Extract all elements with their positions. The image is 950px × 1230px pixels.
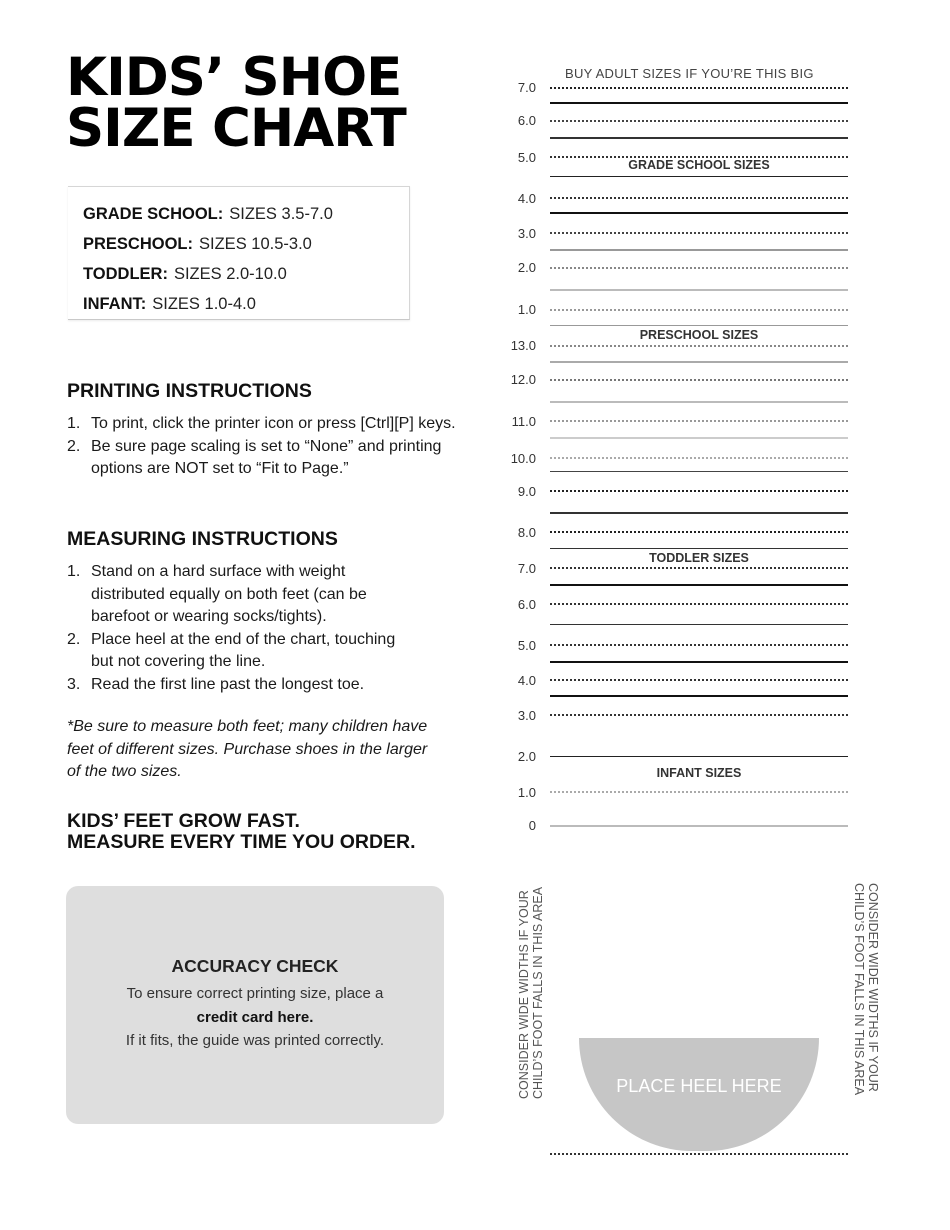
size-line [550, 714, 848, 716]
size-range-toddler: TODDLER: SIZES 2.0-10.0 [83, 265, 287, 283]
title-line-2: SIZE CHART [66, 98, 406, 159]
size-line [550, 420, 848, 422]
size-range-grade-school: GRADE SCHOOL: SIZES 3.5-7.0 [83, 205, 333, 223]
half-size-line [550, 325, 848, 326]
size-line [550, 309, 848, 311]
size-range-infant: INFANT: SIZES 1.0-4.0 [83, 295, 256, 313]
half-size-line [550, 137, 848, 139]
size-line [550, 345, 848, 347]
half-size-line [550, 401, 848, 403]
tick-label: 12.0 [510, 372, 536, 387]
tick-label: 2.0 [517, 749, 536, 764]
list-item: 2. Be sure page scaling is set to “None” and printing options are NOT set to “Fit to Page.” [67, 437, 442, 477]
heel-label: PLACE HEEL HERE [616, 1076, 782, 1096]
heel-line [550, 1153, 848, 1155]
half-size-line [550, 176, 848, 177]
tick-label: 3.0 [517, 708, 536, 723]
measure-note: *Be sure to measure both feet; many children have feet of different sizes. Purchase shoes in the larger of the two sizes. [67, 718, 428, 780]
tick-label: 9.0 [517, 484, 536, 499]
tick-label: 1.0 [517, 302, 536, 317]
preschool-sizes-label: PRESCHOOL SIZES [639, 328, 759, 342]
size-line [550, 267, 848, 269]
printing-heading: PRINTING INSTRUCTIONS [67, 380, 312, 402]
tick-label: 5.0 [517, 638, 536, 653]
accuracy-check-card-area [66, 886, 444, 1124]
half-size-line [550, 624, 848, 625]
adult-sizes-label: BUY ADULT SIZES IF YOU’RE THIS BIG [565, 66, 814, 81]
accuracy-check-line-1: To ensure correct printing size, place a [126, 985, 384, 1002]
accuracy-check-title: ACCURACY CHECK [171, 956, 339, 976]
half-size-line [550, 361, 848, 363]
size-line [550, 87, 848, 89]
accuracy-check-line-2: credit card here. [196, 1009, 314, 1026]
tick-label: 7.0 [517, 80, 536, 95]
zero-line [550, 825, 848, 827]
list-item: 1. To print, click the printer icon or press [Ctrl][P] keys. [67, 415, 456, 432]
size-line [550, 791, 848, 793]
size-line [550, 603, 848, 605]
half-size-line [550, 289, 848, 291]
size-line [550, 679, 848, 681]
tick-label: 5.0 [517, 150, 536, 165]
tick-label: 0 [528, 818, 536, 833]
tick-label: 13.0 [510, 338, 536, 353]
grow-fast-callout [67, 811, 416, 853]
tick-label: 6.0 [517, 597, 536, 612]
grow-fast-line-1: KIDS’ FEET GROW FAST. [67, 810, 300, 832]
tick-label: 11.0 [511, 414, 536, 429]
size-range-preschool: PRESCHOOL: SIZES 10.5-3.0 [83, 235, 312, 253]
size-line [550, 379, 848, 381]
title-line-1: KIDS’ SHOE [66, 47, 402, 108]
half-size-line [550, 548, 848, 549]
accuracy-check-line-3: If it fits, the guide was printed correctly. [125, 1032, 385, 1049]
wide-width-note-right: CONSIDER WIDE WIDTHS IF YOUR CHILD’S FOOT FALLS IN THIS AREA [852, 883, 880, 1096]
toddler-sizes-label: TODDLER SIZES [649, 551, 749, 565]
tick-label: 10.0 [510, 451, 536, 466]
size-line [550, 197, 848, 199]
tick-label: 4.0 [517, 673, 536, 688]
size-ranges-box [68, 186, 410, 320]
printing-steps [67, 413, 457, 481]
half-size-line [550, 249, 848, 251]
half-size-line [550, 102, 848, 104]
half-size-line [550, 437, 848, 439]
half-size-line [550, 695, 848, 697]
size-line [550, 120, 848, 122]
half-size-line [550, 584, 848, 586]
heel-placement-area [579, 1038, 819, 1151]
list-item: 2. Place heel at the end of the chart, touching but not covering the line. [67, 630, 396, 670]
size-line [550, 567, 848, 569]
tick-label: 8.0 [517, 525, 536, 540]
page-title [66, 47, 406, 159]
size-line [550, 531, 848, 533]
half-size-line [550, 212, 848, 214]
list-item: 3. Read the first line past the longest toe. [67, 675, 365, 693]
size-line [550, 644, 848, 646]
infant-sizes-label: INFANT SIZES [656, 766, 742, 780]
half-size-line [550, 471, 848, 472]
size-line [550, 457, 848, 459]
wide-width-note-left: CONSIDER WIDE WIDTHS IF YOUR CHILD’S FOOT FALLS IN THIS AREA [517, 886, 545, 1099]
tick-label: 1.0 [517, 785, 536, 800]
list-item: 1. Stand on a hard surface with weight distributed equally on both feet (can be barefoot or wearing socks/tights). [67, 563, 367, 625]
size-line [550, 490, 848, 492]
tick-label: 4.0 [517, 191, 536, 206]
size-line [550, 232, 848, 234]
tick-label: 7.0 [517, 561, 536, 576]
tick-label: 2.0 [517, 260, 536, 275]
measuring-heading: MEASURING INSTRUCTIONS [67, 528, 338, 550]
grade-school-sizes-label: GRADE SCHOOL SIZES [628, 158, 770, 172]
grow-fast-line-2: MEASURE EVERY TIME YOU ORDER. [67, 831, 416, 853]
half-size-line [550, 661, 848, 663]
half-size-line [550, 756, 848, 757]
tick-label: 6.0 [517, 113, 536, 128]
tick-label: 3.0 [517, 226, 536, 241]
half-size-line [550, 512, 848, 514]
measuring-steps [67, 561, 412, 696]
